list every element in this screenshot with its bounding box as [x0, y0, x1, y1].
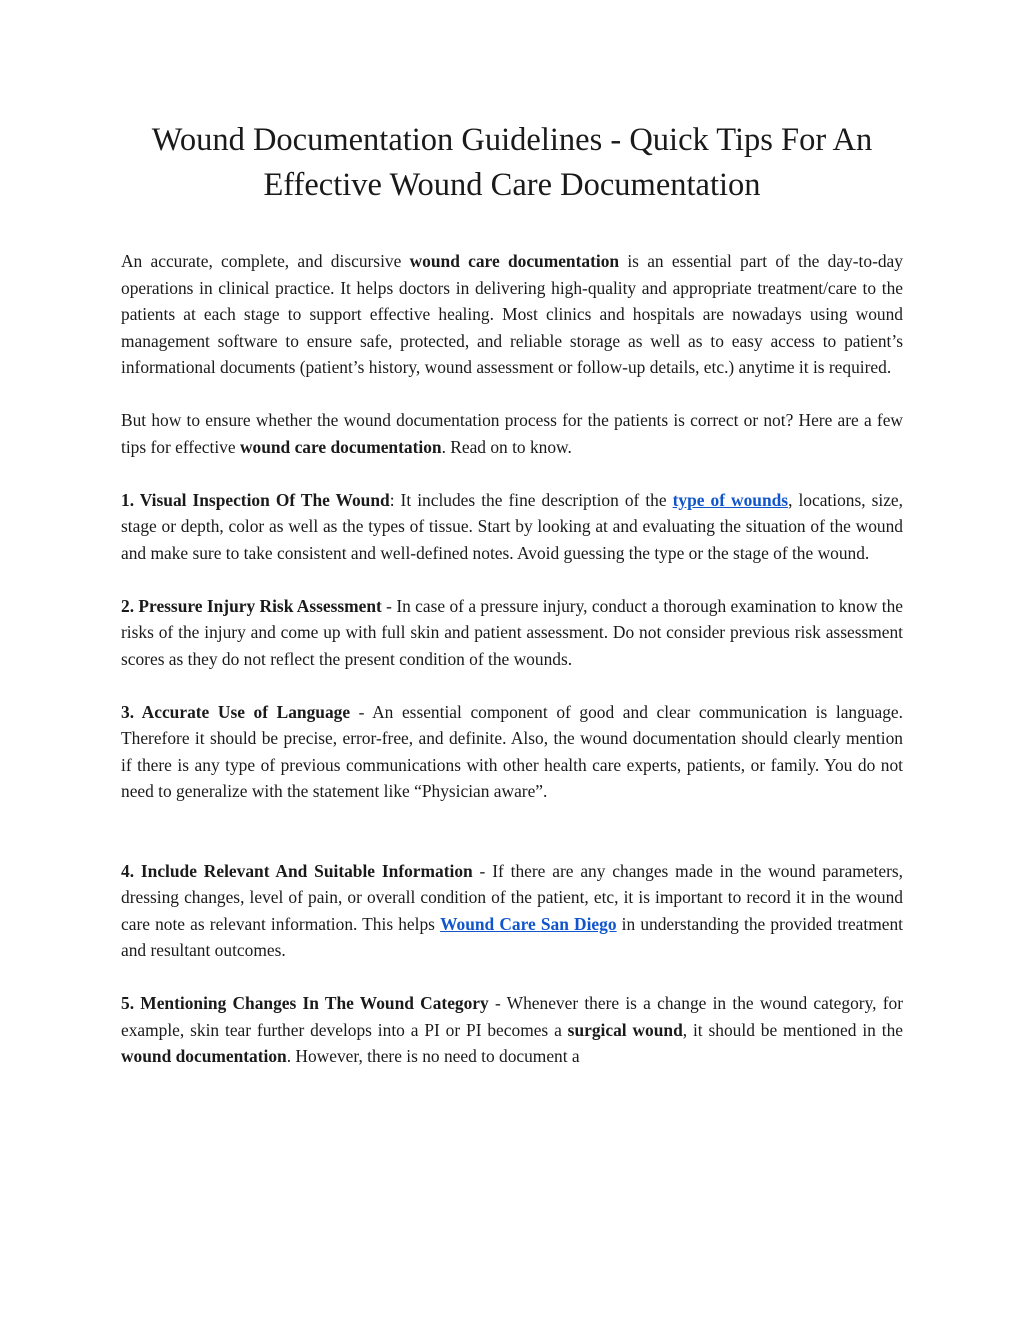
- tip-5-bold-1: surgical wound: [567, 1019, 683, 1040]
- tip-1-paragraph: [121, 487, 903, 567]
- tip-1-heading: 1. Visual Inspection Of The Wound: [121, 489, 390, 510]
- intro2-text-2: . Read on to know.: [441, 436, 572, 457]
- title-line-2: Effective Wound Care Documentation: [263, 167, 761, 203]
- tip-1-text-1: : It includes the fine description of the: [389, 489, 673, 510]
- tip-1-text-2: , locations, size, stage or depth, color as well as the types of tissue. Start by looking at and evaluating the situation of the wound and make sure to take consistent and well-defined notes. Avoid guessing the type or the stage of the wound.: [121, 489, 903, 563]
- tip-5-paragraph: [121, 990, 903, 1070]
- tip-3-text-1: - An essential component of good and clear communication is language. Therefore it should be precise, error-free, and definite. Also, the wound documentation should clearly mention if there is any type of previous communications with other health care experts, patients, or family. You do not need to generalize with the statement like “Physician aware”.: [121, 701, 903, 801]
- intro2-text-1: But how to ensure whether the wound documentation process for the patients is correct or not? Here are a few tips for effective: [121, 410, 903, 457]
- intro-bold-1: wound care documentation: [409, 251, 620, 271]
- wound-care-san-diego-link[interactable]: Wound Care San Diego: [440, 913, 617, 934]
- intro-paragraph: [121, 248, 903, 381]
- tip-5-text-3: . However, there is no need to document a: [286, 1046, 580, 1066]
- intro-text-2: is an essential part of the day-to-day operations in clinical practice. It helps doctors in delivering high-quality and appropriate treatment/care to the patients at each stage to support effective healing. Most clinics and hospitals are nowadays using wound management software to ensure safe, protected, and reliable storage as well as to easy access to patient’s informational documents (patient’s history, wound assessment or follow-up details, etc.) anytime it is required.: [121, 251, 903, 377]
- tip-2-text-1: - In case of a pressure injury, conduct a thorough examination to know the risks of the injury and come up with full skin and patient assessment. Do not consider previous risk assessment scores as they do not reflect the present condition of the wounds.: [121, 595, 903, 669]
- tip-4-text-2: in understanding the provided treatment and resultant outcomes.: [121, 913, 903, 960]
- tip-2-paragraph: [121, 593, 903, 673]
- tip-5-text-2: , it should be mentioned in the: [682, 1019, 903, 1040]
- title-line-1: Wound Documentation Guidelines - Quick Tips For An: [151, 122, 873, 158]
- tip-5-text-1: - Whenever there is a change in the wound category, for example, skin tear further develops into a PI or PI becomes a: [121, 993, 903, 1040]
- tip-3-heading: 3. Accurate Use of Language: [121, 701, 351, 722]
- tip-2-heading: 2. Pressure Injury Risk Assessment: [121, 595, 382, 616]
- intro-text-1: An accurate, complete, and discursive: [121, 251, 410, 271]
- document-page: [121, 118, 903, 1070]
- tip-5-heading: 5. Mentioning Changes In The Wound Category: [121, 993, 489, 1013]
- tip-4-paragraph: [121, 858, 903, 964]
- tip-3-paragraph: [121, 699, 903, 805]
- tip-4-heading: 4. Include Relevant And Suitable Information: [121, 860, 473, 881]
- tip-5-bold-2: wound documentation: [121, 1046, 287, 1066]
- intro-paragraph-2: [121, 407, 903, 460]
- type-of-wounds-link[interactable]: type of wounds: [672, 489, 789, 510]
- document-title: [121, 118, 903, 208]
- intro2-bold-1: wound care documentation: [239, 436, 442, 457]
- tip-4-text-1: - If there are any changes made in the wound parameters, dressing changes, level of pain, or overall condition of the patient, etc, it is important to record it in the wound care note as relevant information. This helps: [121, 860, 903, 934]
